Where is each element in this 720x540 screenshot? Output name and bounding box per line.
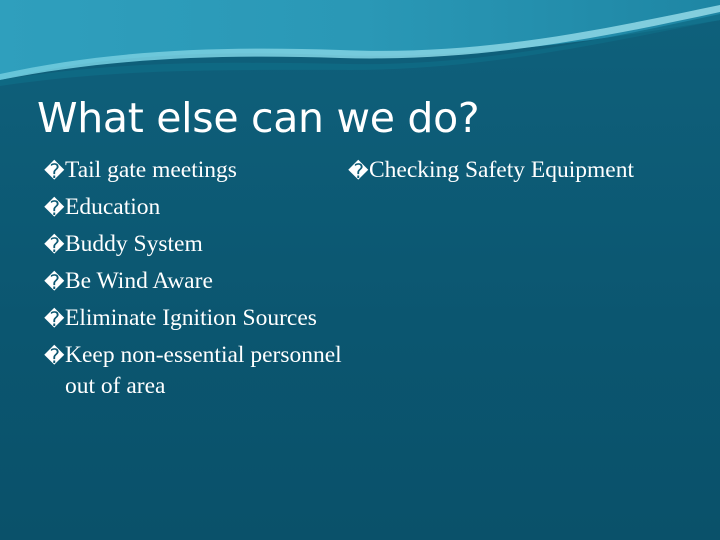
list-item: [348, 155, 688, 186]
list-item-text: Be Wind Aware: [65, 268, 213, 294]
bullet-icon: �: [44, 307, 65, 331]
list-item: [44, 340, 344, 402]
bullet-icon: �: [44, 270, 65, 294]
list-item: [44, 266, 344, 297]
bullet-icon: �: [44, 233, 65, 257]
list-item-text: Buddy System: [65, 231, 203, 257]
list-item: [44, 229, 344, 260]
list-item-text: Tail gate meetings: [65, 157, 237, 183]
bullet-icon: �: [44, 344, 65, 368]
header-wave-decoration: [0, 0, 720, 90]
bullet-icon: �: [44, 196, 65, 220]
slide-title: What else can we do?: [37, 94, 480, 142]
bullet-icon: �: [348, 159, 369, 183]
list-item: [44, 192, 344, 223]
right-bullet-list: [348, 155, 688, 192]
list-item-text: Checking Safety Equipment: [369, 157, 634, 183]
list-item-text: Keep non-essential personnel out of area: [65, 342, 342, 399]
list-item-text: Eliminate Ignition Sources: [65, 305, 317, 331]
left-bullet-list: [44, 155, 344, 408]
list-item: [44, 155, 344, 186]
bullet-icon: �: [44, 159, 65, 183]
list-item-text: Education: [65, 194, 161, 220]
list-item: [44, 303, 344, 334]
